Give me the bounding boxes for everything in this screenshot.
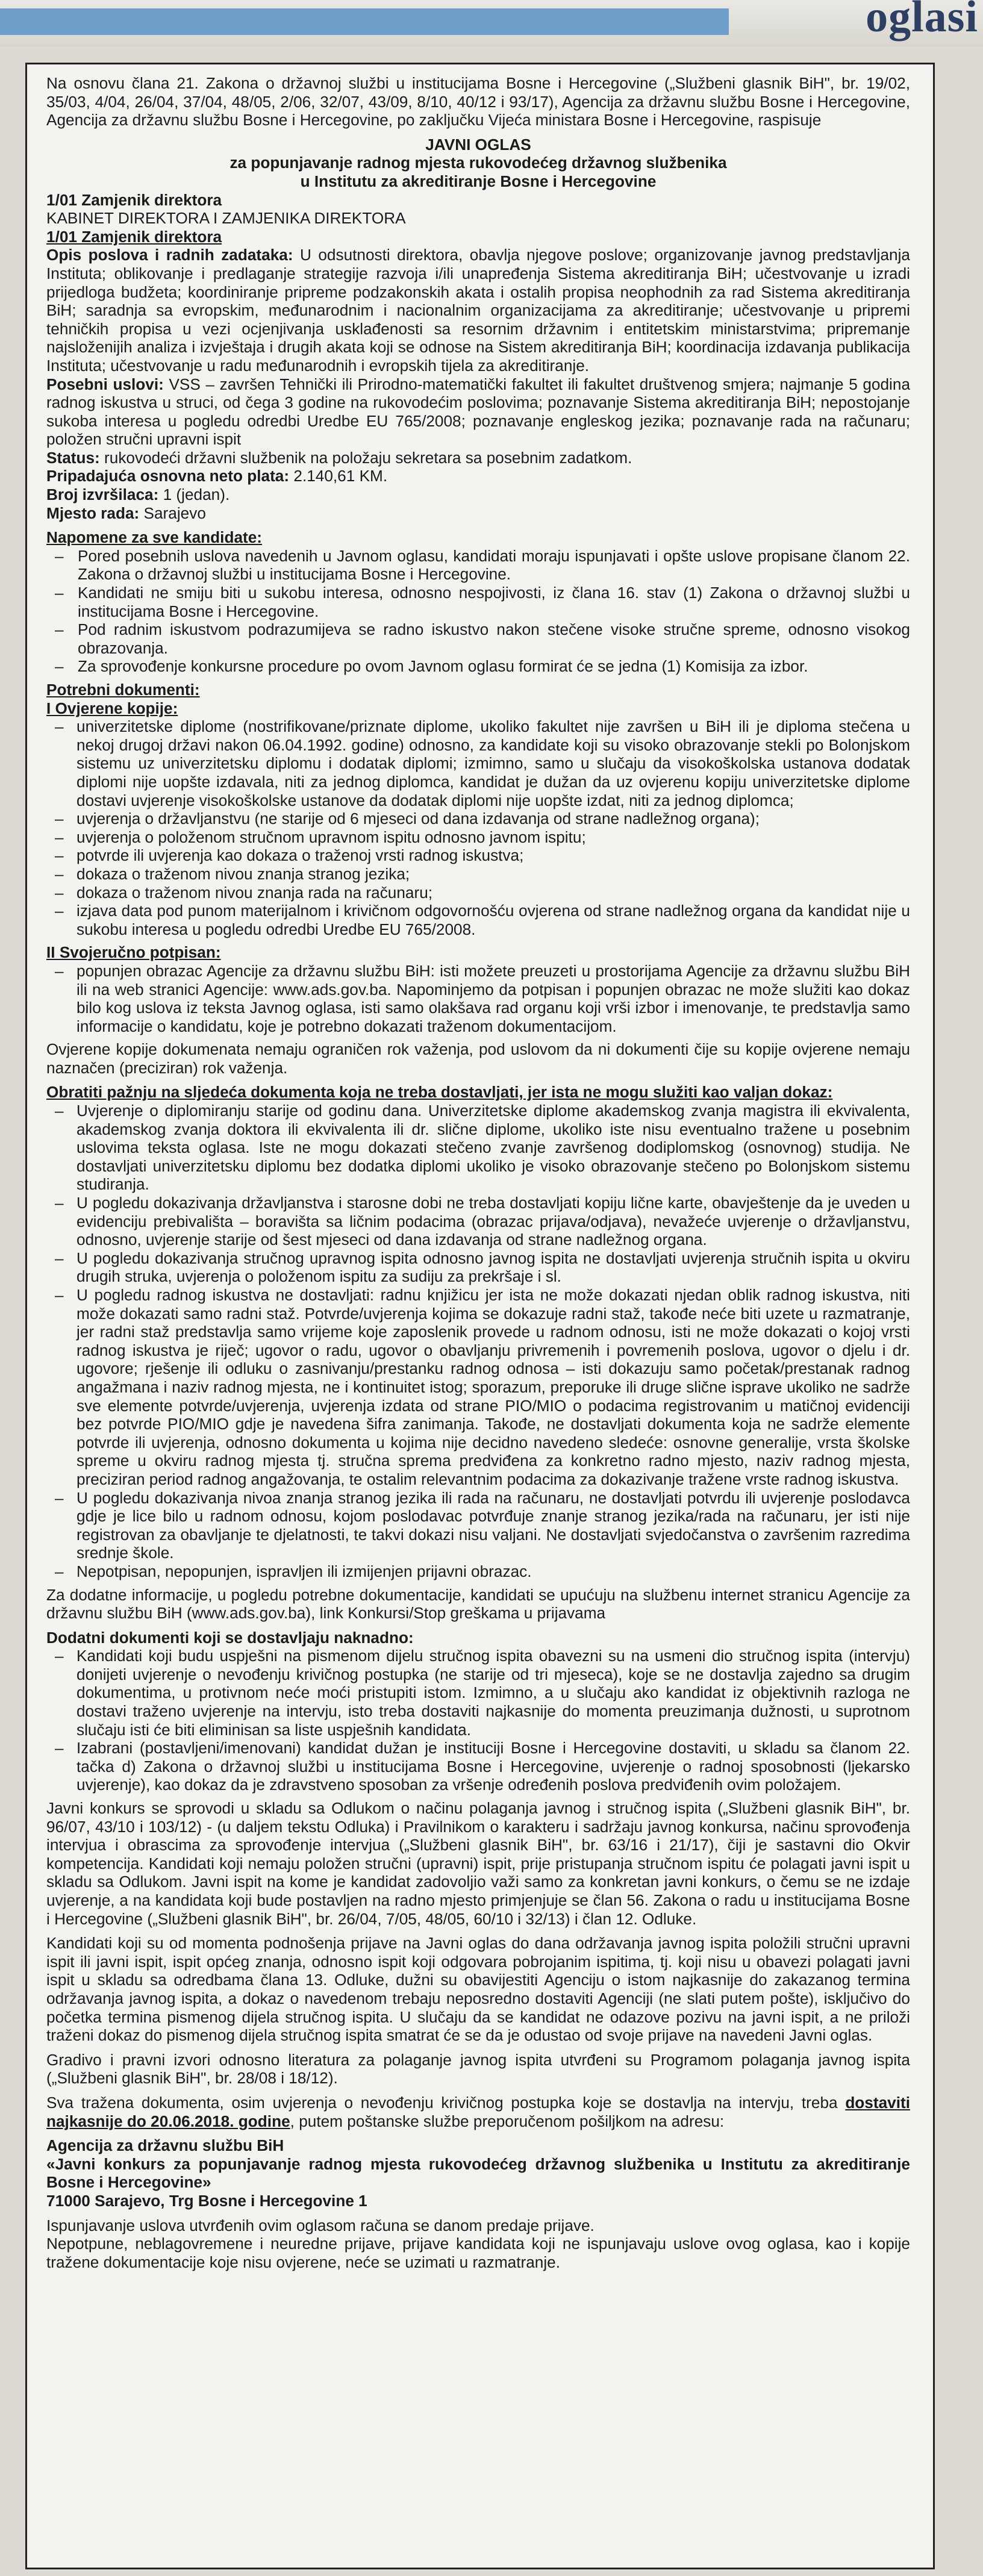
salary-text: 2.140,61 KM.: [293, 467, 388, 485]
location-line: [46, 504, 910, 523]
list-item: – Nepotpisan, nepopunjen, ispravljen ili izmijenjen prijavni obrazac.: [46, 1562, 910, 1581]
duties-label: Opis poslova i radnih zadataka:: [46, 246, 293, 264]
conditions-paragraph: [46, 375, 910, 449]
attention-heading: Obratiti pažnju na sljedeća dokumenta koja ne treba dostavljati, jer ista ne mogu služiti kao valjan dokaz:: [46, 1083, 833, 1102]
status-text: rukovodeći državni službenik na položaju sekretara sa posebnim zadatkom.: [104, 448, 632, 467]
list-item: – izjava data pod punom materijalnom i krivičnom odgovornošću ovjerena od strane nadležnog organa da kandidat nije u sukobu interesa u pogledu odredbi Uredbe EU 765/2008.: [46, 902, 910, 938]
info-paragraph: Za dodatne informacije, u pogledu potrebne dokumentacije, kandidati se upućuju na službenu internet stranicu Agencije za državnu službu BiH (www.ads.gov.ba), link Konkursi/Stop greškama u prijavama: [46, 1585, 910, 1623]
ad-subtitle-2: u Institutu za akreditiranje Bosne i Hercegovine: [300, 172, 657, 190]
position-code: 1/01 Zamjenik direktora: [46, 190, 222, 209]
address-line-3: 71000 Sarajevo, Trg Bosne i Hercegovine 1: [46, 2191, 367, 2210]
list-item: – uvjerenja o položenom stručnom upravnom ispitu odnosno javnom ispitu;: [46, 828, 910, 847]
certified-list: [46, 717, 910, 938]
literature-paragraph: Gradivo i pravni izvori odnosno literatura za polaganje javnog ispita utvrđeni su Programom polaganja javnog ispita („Službeni glasnik BiH", br. 28/08 i 18/12).: [46, 2050, 910, 2088]
list-item: – Kandidati koji budu uspješni na pismenom dijelu stručnog ispita obavezni su na usmeni dio stručnog ispita (intervju) donijeti uvjerenje o nevođenju krivičnog postupka (ne starije od tri mjeseca), koje se ne dostavlja zajedno sa drugim dokumentima, u protivnom neće moći pristupiti istom. Izmimno, a u slučaju ako kandidat iz objektivnih razloga ne dostavi traženo uvjerenje na intervju, isto treba dostaviti najkasnije do momenta preuzimanja dužnosti, u suprotnom slučaju isti će biti eliminisan sa liste uspješnih kandidata.: [46, 1647, 910, 1739]
salary-line: [46, 467, 910, 485]
deadline-text-a: Sva tražena dokumenta, osim uvjerenja o nevođenju krivičnog postupka koje se dostavlja na intervju, treba: [46, 2093, 838, 2112]
list-item: – Izabrani (postavljeni/imenovani) kandidat dužan je instituciji Bosne i Hercegovine dostaviti, u skladu sa članom 22. tačka d) Zakona o državnoj službi u institucijama Bosne i Hercegovine, uvjerenje o radnoj sposobnosti (ljekarsko uvjerenje), kao dokaz da je zdravstveno sposoban za vršenje određenih poslova predviđenih ovim položajem.: [46, 1739, 910, 1794]
job-advertisement: [25, 63, 935, 2569]
ad-subtitle-1: za popunjavanje radnog mjesta rukovodećeg državnog službenika: [229, 154, 727, 172]
status-label: Status:: [46, 448, 100, 467]
list-item: – Pod radnim iskustvom podrazumijeva se radno iskustvo nakon stečene visoke stručne spreme, odnosno visokog obrazovanja.: [46, 620, 910, 657]
list-item: – Uvjerenje o diplomiranju starije od godinu dana. Univerzitetske diplome akademskog zvanja magistra ili ekvivalenta, akademskog zvanja doktora ili ekvivalenta ili dr. slične diplome, ukoliko iste nisu eventualno tražene u posebnim uslovima teksta oglasa. Iste ne mogu dokazati stečeno zvanje završenog dodiplomskog (osnovnog) studija. Ne dostavljati univerzitetsku diplomu bez dodatka diplomi ukoliko je visoko obrazovanje stečeno po Bolonjskom sistemu studiranja.: [46, 1102, 910, 1194]
deadline-paragraph: [46, 2094, 910, 2130]
deadline-text-c: , putem poštanske službe preporučenom pošiljkom na adresu:: [290, 2112, 725, 2130]
final-note-1: Ispunjavanje uslova utvrđenih ovim oglasom računa se danom predaje prijave.: [46, 2216, 594, 2235]
address-line-1: Agencija za državnu službu BiH: [46, 2136, 284, 2155]
validity-note: Ovjerene kopije dokumenata nemaju ograničen rok važenja, pod uslovom da ni dokumenti čije su kopije ovjerene nemaju naznačen (preciziran) rok važenja.: [46, 1040, 910, 1077]
conditions-text: VSS – završen Tehnički ili Prirodno-matematički fakultet ili fakultet društvenog smjera; najmanje 5 godina radnog iskustva u struci, od čega 3 godine na rukovodećim poslovima; poznavanje Sistema akreditiranja BiH; nepostojanje sukoba interesa u pogledu odredbi Uredbe EU 765/2008; poznavanje engleskog jezika; poznavanje rada na računaru; položen stručni upravni ispit: [46, 375, 911, 449]
final-note-2: Nepotpune, neblagovremene i neuredne prijave, prijave kandidata koji ne ispunjavaju uslove ovog oglasa, kao i kopije tražene dokumentacije koje nisu ovjerene, neće se uzimati u razmatranje.: [46, 2235, 910, 2271]
certified-heading: I Ovjerene kopije:: [46, 699, 178, 717]
position-code-2: 1/01 Zamjenik direktora: [46, 227, 222, 246]
notes-heading: Napomene za sve kandidate:: [46, 528, 263, 547]
list-item: – Kandidati ne smiju biti u sukobu interesa, odnosno nespojivosti, iz člana 16. stav (1) Zakona o državnoj službi u institucijama Bosne i Hercegovine.: [46, 584, 910, 620]
handwritten-heading: II Svojeručno potpisan:: [46, 943, 221, 962]
location-label: Mjesto rada:: [46, 504, 140, 522]
status-line: [46, 449, 910, 467]
list-item: – dokaza o traženom nivou znanja rada na računaru;: [46, 884, 910, 902]
exam-paragraph: Javni konkurs se sprovodi u skladu sa Odlukom o načinu polaganja javnog i stručnog ispita („Službeni glasnik BiH", br. 96/07, 43/10 i 103/12) - (u daljem tekstu Odluka) i Pravilnikom o karakteru i sadržaju javnog konkursa, načinu sprovođenja intervjua i obrascima za sprovođenje intervjua („Službeni glasnik BiH", br. 63/16 i 21/17), čiji je sastavni dio Okvir kompetencija. Kandidati koji nemaju položen stručni (upravni) ispit, prije pristupanja stručnom ispitu će polagati javni ispit u skladu sa Odlukom. Javni ispit na kome je kandidat zadovoljio važi samo za konkretan javni konkurs, o čemu se ne izdaje uvjerenje, a na kandidata koji bude postavljen na radno mjesto primjenjuje se član 56. Zakona o radu u institucijama Bosne i Hercegovine („Službeni glasnik BiH", br. 26/04, 7/05, 48/05, 60/10 i 32/13) i član 12. Odluke.: [46, 1799, 910, 1928]
location-text: Sarajevo: [143, 504, 206, 522]
intro-paragraph: Na osnovu člana 21. Zakona o državnoj službi u institucijama Bosne i Hercegovine („Službeni glasnik BiH", br. 19/02, 35/03, 4/04, 26/04, 37/04, 48/05, 2/06, 32/07, 43/09, 8/10, 40/12 i 93/17), Agencija za državnu službu Bosne i Hercegovine, Agencija za državnu službu Bosne i Hercegovine, po zaključku Vijeća ministara Bosne i Hercegovine, raspisuje: [46, 74, 910, 129]
executors-label: Broj izvršilaca:: [46, 485, 159, 504]
ad-title: JAVNI OGLAS: [425, 135, 531, 154]
list-item: – popunjen obrazac Agencije za državnu službu BiH: isti možete preuzeti u prostorijama Agencije za državnu službu BiH ili na web stranici Agencije: www.ads.gov.ba. Napominjemo da potpisan i popunjen obrazac ne može služiti kao dokaz bilo kog uslova iz teksta Javnog oglasa, isti samo olakšava rad organu koji vrši izbor i imenovanje, te predstavlja samo informacije o kandidatu, koje je potrebno dokazati traženom dokumentacijom.: [46, 962, 910, 1035]
duties-text: U odsutnosti direktora, obavlja njegove poslove; organizovanje javnog predstavljanja Instituta; oblikovanje i predlaganje strategije razvoja i/ili unapređenja Sistema akreditiranja BiH; učestvovanje u izradi prijedloga budžeta; koordiniranje pripreme podzakonskih akata i ostalih propisa neophodnih za rad Sistema akreditiranja BiH; saradnja sa evropskim, međunarodnim i nacionalnim organizacijama za akreditiranje; učestvovanje u pripremi tehničkih propisa u vezi ocjenjivanja usklađenosti sa resornim državnim i entitetskim ministarstvima; pripremanje najsloženijih analiza i izvještaja i drugih akata koji se odnose na Sistem akreditiranja BiH; koordinacija izdavanja publikacija Instituta; učestvovanje u radu međunarodnih i evropskih tijela za akreditiranje.: [46, 246, 910, 375]
list-item: – univerzitetske diplome (nostrifikovane/priznate diplome, ukoliko fakultet nije završen u BiH ili je diploma stečena u nekoj drugoj državi nakon 06.04.1992. godine) odnosno, za kandidate koji su visoko obrazovanje stekli po Bolonjskom sistemu uz univerzitetsku diplomu i dodatak diplomi; izmimno, samo u slučaju da visokoškolska ustanova dodatak diplomi nije uopšte izdavala, niti za jednog diplomca, kandidat je dužan da uz ovjerenu kopiju univerzitetske diplome dostavi uvjerenje visokoškolske ustanove da dodatak diplomi nije uopšte izdat, niti za jednog diplomca;: [46, 717, 910, 809]
executors-text: 1 (jedan).: [163, 485, 230, 504]
notes-list: [46, 547, 910, 676]
salary-label: Pripadajuća osnovna neto plata:: [46, 467, 290, 485]
list-item: – Za sprovođenje konkursne procedure po ovom Javnom oglasu formirat će se jedna (1) Komisija za izbor.: [46, 657, 910, 676]
executors-line: [46, 485, 910, 504]
conditions-label: Posebni uslovi:: [46, 375, 164, 393]
cabinet-name: KABINET DIREKTORA I ZAMJENIKA DIREKTORA: [46, 209, 406, 228]
newspaper-header: [0, 0, 983, 47]
subsequent-list: [46, 1647, 910, 1794]
address-line-2: «Javni konkurs za popunjavanje radnog mjesta rukovodećeg državnog službenika u Institutu za akreditiranje Bosne i Hercegovine»: [46, 2154, 910, 2192]
deadline-date: dostaviti najkasnije do 20.06.2018. godine: [46, 2093, 910, 2130]
list-item: – dokaza o traženom nivou znanja stranog jezika;: [46, 865, 910, 884]
list-item: – potvrde ili uvjerenja kao dokaza o traženoj vrsti radnog iskustva;: [46, 846, 910, 865]
handwritten-list: [46, 962, 910, 1035]
list-item: – U pogledu dokazivanja stručnog upravnog ispita odnosno javnog ispita ne dostavljati uvjerenja stručnih ispita u okviru drugih struka, uvjerenja o položenom ispitu za sudiju za prekršaje i sl.: [46, 1249, 910, 1286]
list-item: – U pogledu dokazivanja državljanstva i starosne dobi ne treba dostavljati kopiju lične karte, obavještenje da je uveden u evidenciju prebivališta – boravišta sa ličnim podacima (obrazac prijava/odjava), nevažeće uvjerenje o državljanstvu, odnosno, uvjerenje starije od šest mjeseci od dana izdavanja od strane nadležnog organa.: [46, 1194, 910, 1249]
list-item: – U pogledu radnog iskustva ne dostavljati: radnu knjižicu jer ista ne može dokazati njedan oblik radnog iskustva, niti može dokazati samo radni staž. Potvrde/uvjerenja kojima se dokazuje radni staž, takođe neće biti uzete u razmatranje, jer radni staž predstavlja samo vrijeme koje zaposlenik provede u radnom odnosu, isti ne može dokazati o kojoj vrsti radnog iskustva je riječ; ugovor o radu, ugovor o obavljanju privremenih i povremenih poslova, ugovor o djelu i dr. ugovore; rješenje ili odluku o zasnivanju/prestanku radnog odnosa – isti dokazuju samo početak/prestanak radnog angažmana i naziv radnog mjesta, ne i kontinuitet istog; sporazum, preporuke ili druge slične isprave ukoliko ne sadrže sve elemente potvrde/uvjerenja, uvjerenja izdata od strane PIO/MIO o podacima registrovanim u matičnoj evidenciji bez potvrde PIO/MIO gdje je navedena šifra zanimanja. Takođe, ne dostavljati dokumenta koja ne sadrže elemente potvrde ili uvjerenja, odnosno dokumenta u kojima nije decidno navedeno sledeće: osnovne generalije, vrsta školske spreme u okviru radnog mjesta tj. stručna sprema predviđena za konkretno radno mjesto, naziv radnog mjesta, preciziran period radnog angažovanja, te ostalim relevantnim podacima za dokazivanje tražene vrste radnog iskustva.: [46, 1286, 910, 1489]
header-stripe: [0, 8, 729, 35]
docs-heading: Potrebni dokumenti:: [46, 681, 200, 699]
duties-paragraph: [46, 246, 910, 375]
list-item: – Pored posebnih uslova navedenih u Javnom oglasu, kandidati moraju ispunjavati i opšte uslove propisane članom 22. Zakona o državnoj službi u institucijama Bosne i Hercegovine.: [46, 547, 910, 584]
attention-list: [46, 1102, 910, 1580]
passed-exam-paragraph: Kandidati koji su od momenta podnošenja prijave na Javni oglas do dana održavanja javnog ispita položili stručni upravni ispit ili javni ispit, ispit općeg znanja, odnosno ispit koji odgovara pobrojanim ispitima, tj. koji nisu u obavezi polagati javni ispit u skladu sa odredbama člana 13. Odluke, dužni su obavijestiti Agenciju o istom najkasnije do zakazanog termina održavanja javnog ispita, a dokaz o navedenom trebaju neposredno dostaviti Agenciji (ne slati putem pošte), isključivo do početka termina pismenog dijela stručnog ispita. U slučaju da se kandidat ne odazove pozivu na javni ispit, a ne priloži traženi dokaz do pismenog dijela stručnog ispita smatrat će se da je odustao od svoje prijave na navedeni Javni oglas.: [46, 1934, 910, 2045]
subsequent-heading: Dodatni dokumenti koji se dostavljaju naknadno:: [46, 1628, 414, 1647]
section-label: oglasi: [866, 0, 978, 42]
list-item: – uvjerenja o državljanstvu (ne starije od 6 mjeseci od dana izdavanja od strane nadležnog organa);: [46, 809, 910, 828]
list-item: – U pogledu dokazivanja nivoa znanja stranog jezika ili rada na računaru, ne dostavljati potvrdu ili uvjerenje poslodavca gdje je lice bilo u radnom odnosu, kojom poslodavac potvrđuje znanje stranog jezika/rada na računaru, jer isti nije registrovan za obavljanje te djelatnosti, te takvi dokazi nisu valjani. Ne dostavljati svjedočanstva o završenim razredima srednje škole.: [46, 1489, 910, 1562]
